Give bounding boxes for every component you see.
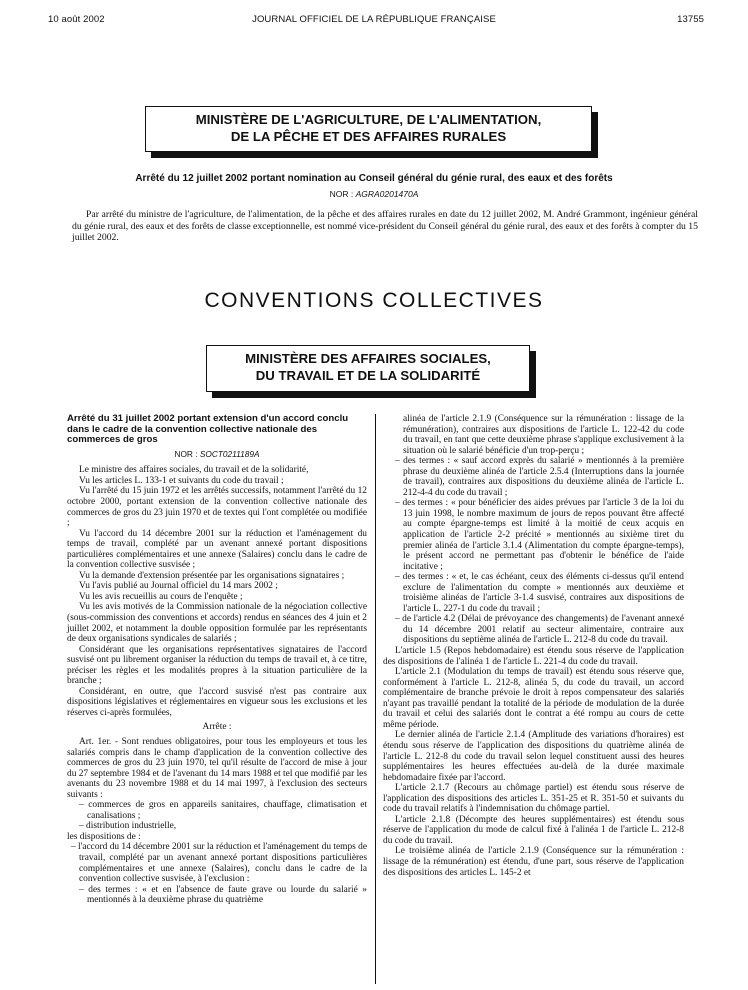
ministry-agriculture-line2: DE LA PÊCHE ET DES AFFAIRES RURALES: [230, 129, 507, 144]
paragraph: Vu l'arrêté du 15 juin 1972 et les arrêtés successifs, notamment l'arrêté du 12 octobre 2000, portant extension de la convention collective nationale des commerces de gros du 23 juin 1970 et de textes qui l'ont complétée ou modifiée ;: [67, 486, 367, 529]
paragraph: Vu les avis motivés de la Commission nationale de la négociation collective (sous-commission des conventions et accords) rendus en séances des 4 juin et 2 juillet 2002, et notamment la double opposition formulée par les représentants de deux organisations syndicales de salariés ;: [67, 602, 367, 645]
column-divider: [375, 414, 376, 984]
paragraph: les dispositions de :: [67, 831, 141, 842]
paragraph: Vu les articles L. 133-1 et suivants du code du travail ;: [79, 475, 284, 486]
arrete-2-title: Arrêté du 31 juillet 2002 portant extension d'un accord conclu dans le cadre de la convention collective nationale des commerces de gros: [67, 413, 349, 446]
paragraph: Considérant, en outre, que l'accord susvisé n'est pas contraire aux dispositions législatives et réglementaires en vigueur sous les exclusions et les réserves ci-après formulées,: [67, 686, 367, 718]
arrete-2-nor-label: NOR :: [174, 448, 198, 459]
paragraph: Vu l'avis publié au Journal officiel du 14 mars 2002 ;: [79, 581, 278, 592]
arrete-1-nor-label: NOR :: [329, 189, 354, 199]
ministry-social-line2: DU TRAVAIL ET DE LA SOLIDARITÉ: [255, 368, 481, 383]
section-title: CONVENTIONS COLLECTIVES: [204, 289, 544, 312]
arrete-1-body: Par arrêté du ministre de l'agriculture, de l'alimentation, de la pêche et des affaires rurales en date du 12 juillet 2002, M. André Grammont, ingénieur général du génie rural, des eaux et des forêts de classe exceptionnelle, est nommé vice-président du Conseil général du génie rural, des eaux et des forêts à compter du 15 juillet 2002.: [72, 209, 698, 243]
journal-title: JOURNAL OFFICIEL DE LA RÉPUBLIQUE FRANÇAISE: [252, 14, 496, 25]
paragraph: Vu la demande d'extension présentée par les organisations signataires ;: [79, 570, 345, 581]
paragraph: Considérant que les organisations représentatives signataires de l'accord susvisé ont pu librement organiser la réduction du temps de travail et, à ce titre, préciser les règles et les modalités propres à la situation particulière de la branche ;: [67, 644, 367, 687]
left-column: [67, 414, 367, 906]
dash-item: – des termes : « pour bénéficier des aides prévues par l'article 3 de la loi du 13 juin 1998, le nombre maximum de jours de repos pouvant être affecté au compte épargne-temps est limité à la moitié de ceux acquis en application de l'article 2-2 précité » mentionnés au sixième tiret du premier alinéa de l'article 3.1.4 (Alimentation du compte épargne-temps), le présent accord ne permettant pas d'obtenir le bénéfice de l'aide incitative ;: [395, 498, 684, 572]
paragraph: Vu les avis recueillis au cours de l'enquête ;: [79, 591, 243, 602]
right-column: [383, 414, 684, 878]
arrete-1-nor: [0, 189, 748, 199]
paragraph: Le troisième alinéa de l'article 2.1.9 (Conséquence sur la rémunération : lissage de la rémunération) est étendu, d'une part, sous réserve de l'application des dispositions des articles L. 145-2 et: [383, 846, 684, 878]
arrete-2-nor: [67, 449, 367, 460]
arrete-2-nor-code: SOCT0211189A: [199, 448, 260, 459]
arrete-1-nor-code: AGRA0201470A: [355, 189, 419, 199]
dash-item: – des termes : « et en l'absence de faute grave ou lourde du salarié » mentionnés à la deuxième phrase du quatrième: [79, 884, 367, 906]
ministry-agriculture-line1: MINISTÈRE DE L'AGRICULTURE, DE L'ALIMENTATION,: [195, 112, 542, 127]
page-number: 13755: [677, 14, 704, 25]
dash-item: – des termes : « et, le cas échéant, ceux des éléments ci-dessus qu'il entend exclure de l'alimentation du compte » mentionnés aux deuxième et troisième alinéas de l'article 3-1.4 susvisé, contraires aux dispositions de l'article L. 227-1 du code du travail ;: [395, 572, 684, 614]
ministry-social-line1: MINISTÈRE DES AFFAIRES SOCIALES,: [245, 351, 491, 366]
paragraph: L'article 2.1 (Modulation du temps de travail) est étendu sous réserve que, conformément à l'article L. 212-8, alinéa 5, du code du travail, un accord complémentaire de branche prévoie le droit à repos compensateur des salariés n'ayant pas travaillé pendant la totalité de la période de modulation de la durée du travail et celui des salariés dont le contrat a été rompu au cours de cette même période.: [383, 667, 684, 730]
ministry-agriculture-box: [145, 106, 592, 152]
paragraph: L'article 2.1.8 (Décompte des heures supplémentaires) est étendu sous réserve de l'application du mode de calcul fixé à l'alinéa 1 de l'article L. 212-8 du code du travail.: [383, 814, 684, 846]
arrete-1-title: Arrêté du 12 juillet 2002 portant nomination au Conseil général du génie rural, des eaux et des forêts: [135, 173, 613, 184]
paragraph: Le ministre des affaires sociales, du travail et de la solidarité,: [79, 465, 309, 476]
dash-item: – distribution industrielle,: [79, 821, 177, 832]
dash-item: – des termes : « sauf accord exprès du salarié » mentionnés à la première phrase du deuxième alinéa de l'article 2.5.4 (Interruptions dans la journée de travail), contraires aux dispositions du deuxième alinéa de l'article L. 212-4-4 du code du travail ;: [395, 456, 684, 498]
article-1: Art. 1er. - Sont rendues obligatoires, pour tous les employeurs et tous les salariés compris dans le champ d'application de la convention collective des commerces de gros du 23 juin 1970, tel qu'il résulte de l'accord de mise à jour du 27 septembre 1984 et de l'avenant du 14 mars 1988 et tel que modifié par les avenants du 23 novembre 1988 et du 14 mai 1997, à l'exclusion des secteurs suivants :: [67, 737, 367, 800]
dash-item: – de l'article 4.2 (Délai de prévoyance des changements) de l'avenant annexé du 14 décembre 2001 relatif au secteur alimentaire, contraire aux dispositions du septième alinéa de l'article L. 212-8 du code du travail.: [395, 614, 684, 646]
dash-item: – l'accord du 14 décembre 2001 sur la réduction et l'aménagement du temps de travail, complété par un avenant annexé portant dispositions particulières complémentaires et une annexe (Salaires), conclu dans le cadre de la convention collective susvisée, à l'exclusion :: [71, 842, 367, 885]
paragraph: Vu l'accord du 14 décembre 2001 sur la réduction et l'aménagement du temps de travail, complété par un avenant annexé portant dispositions particulières complémentaires et une annexe (Salaires) conclu dans le cadre de la convention collective susvisée ;: [67, 528, 367, 571]
arrete-heading: Arrête :: [202, 722, 232, 733]
paragraph: alinéa de l'article 2.1.9 (Conséquence sur la rémunération : lissage de la rémunération), contraires aux dispositions de l'article L. 122-42 du code du travail, en tant que cette deuxième phrase s'applique exclusivement à la situation où le salarié bénéficie d'un trop-perçu ;: [403, 414, 684, 456]
dash-item: – commerces de gros en appareils sanitaires, chauffage, climatisation et canalisations ;: [79, 800, 367, 821]
ministry-social-affairs-box: [206, 345, 530, 392]
header-date: 10 août 2002: [48, 14, 105, 25]
paragraph: Le dernier alinéa de l'article 2.1.4 (Amplitude des variations d'horaires) est étendu sous réserve de l'application des dispositions du quatrième alinéa de l'article L. 212-8 du code du travail selon lequel constituent aussi des heures supplémentaires les heures effectuées au-delà de la durée maximale hebdomadaire fixée par l'accord.: [383, 730, 684, 783]
paragraph: L'article 1.5 (Repos hebdomadaire) est étendu sous réserve de l'application des dispositions de l'alinéa 1 de l'article L. 221-4 du code du travail.: [383, 646, 684, 667]
paragraph: L'article 2.1.7 (Recours au chômage partiel) est étendu sous réserve de l'application des dispositions des articles L. 351-25 et R. 351-50 et suivants du code du travail relatifs à l'indemnisation du chômage partiel.: [383, 783, 684, 815]
